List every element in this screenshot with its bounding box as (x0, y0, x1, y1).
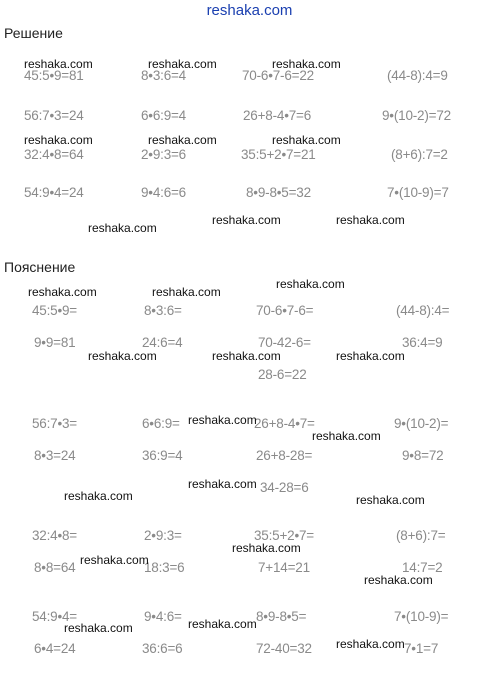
watermark: reshaka.com (212, 213, 281, 227)
solution-expression: 35:5+2•7=21 (241, 147, 316, 162)
watermark: reshaka.com (188, 617, 257, 631)
watermark: reshaka.com (28, 285, 97, 299)
explanation-step: 32:4•8= (32, 528, 77, 543)
explanation-step: 7•1=7 (404, 641, 439, 656)
explanation-step: 8•3=24 (34, 448, 76, 463)
explanation-step: 26+8-4•7= (254, 416, 315, 431)
watermark: reshaka.com (88, 221, 157, 235)
solution-expression: 7•(10-9)=7 (387, 185, 449, 200)
explanation-step: 36:6=6 (142, 641, 183, 656)
explanation-step: 7+14=21 (258, 560, 310, 575)
explanation-step: 2•9:3= (144, 528, 182, 543)
solution-expression: (8+6):7=2 (391, 147, 448, 162)
watermark: reshaka.com (24, 133, 93, 147)
watermark: reshaka.com (88, 349, 157, 363)
solution-expression: 70-6•7-6=22 (242, 68, 314, 83)
explanation-step: 9•8=72 (402, 448, 444, 463)
solution-expression: 56:7•3=24 (24, 108, 84, 123)
watermark: reshaka.com (64, 489, 133, 503)
watermark: reshaka.com (188, 477, 257, 491)
solution-expression: 9•(10-2)=72 (382, 108, 451, 123)
solution-expression: 8•9-8•5=32 (246, 185, 311, 200)
watermark: reshaka.com (232, 541, 301, 555)
watermark: reshaka.com (356, 493, 425, 507)
watermark: reshaka.com (336, 213, 405, 227)
solution-expression: 9•4:6=6 (141, 185, 186, 200)
explanation-step: 70-42-6= (258, 335, 311, 350)
solution-expression: 45:5•9=81 (24, 68, 84, 83)
solution-heading: Решение (4, 25, 63, 41)
watermark: reshaka.com (364, 573, 433, 587)
explanation-step: 9•4:6= (144, 609, 182, 624)
watermark: reshaka.com (64, 621, 133, 635)
explanation-step: 72-40=32 (256, 641, 312, 656)
explanation-step: 24:6=4 (142, 335, 183, 350)
explanation-step: 8•8=64 (34, 560, 76, 575)
site-title[interactable]: reshaka.com (206, 2, 293, 19)
explanation-step: 9•9=81 (34, 335, 76, 350)
watermark: reshaka.com (148, 57, 217, 71)
watermark: reshaka.com (80, 553, 149, 567)
watermark: reshaka.com (272, 57, 341, 71)
explanation-step: 54:9•4= (32, 609, 77, 624)
explanation-step: 70-6•7-6= (256, 303, 314, 318)
explanation-step: 6•6:9= (142, 416, 180, 431)
explanation-step: 9•(10-2)= (394, 416, 449, 431)
explanation-step: 35:5+2•7= (254, 528, 314, 543)
solution-expression: (44-8):4=9 (387, 68, 448, 83)
solution-expression: 2•9:3=6 (141, 147, 186, 162)
watermark: reshaka.com (212, 349, 281, 363)
explanation-step: 6•4=24 (34, 641, 76, 656)
solution-expression: 32:4•8=64 (24, 147, 84, 162)
explanation-step: 56:7•3= (32, 416, 77, 431)
explanation-step: 36:9=4 (142, 448, 183, 463)
explanation-step: (44-8):4= (396, 303, 450, 318)
watermark: reshaka.com (148, 133, 217, 147)
watermark: reshaka.com (336, 637, 405, 651)
watermark: reshaka.com (152, 285, 221, 299)
explanation-step: 28-6=22 (258, 367, 307, 382)
solution-expression: 54:9•4=24 (24, 185, 84, 200)
solution-expression: 8•3:6=4 (141, 68, 186, 83)
watermark: reshaka.com (24, 57, 93, 71)
solution-expression: 26+8-4•7=6 (243, 108, 312, 123)
explanation-heading: Пояснение (4, 259, 76, 275)
explanation-step: 34-28=6 (260, 480, 309, 495)
explanation-step: 36:4=9 (402, 335, 443, 350)
watermark: reshaka.com (188, 413, 257, 427)
explanation-step: 18:3=6 (144, 560, 185, 575)
explanation-step: 45:5•9= (32, 303, 77, 318)
explanation-step: 7•(10-9)= (394, 609, 449, 624)
solution-expression: 6•6:9=4 (141, 108, 186, 123)
explanation-step: 8•3:6= (144, 303, 182, 318)
explanation-step: 14:7=2 (402, 560, 443, 575)
watermark: reshaka.com (276, 277, 345, 291)
explanation-step: 26+8-28= (256, 448, 313, 463)
explanation-step: (8+6):7= (396, 528, 446, 543)
watermark: reshaka.com (312, 429, 381, 443)
watermark: reshaka.com (336, 349, 405, 363)
explanation-step: 8•9-8•5= (256, 609, 307, 624)
watermark: reshaka.com (272, 133, 341, 147)
